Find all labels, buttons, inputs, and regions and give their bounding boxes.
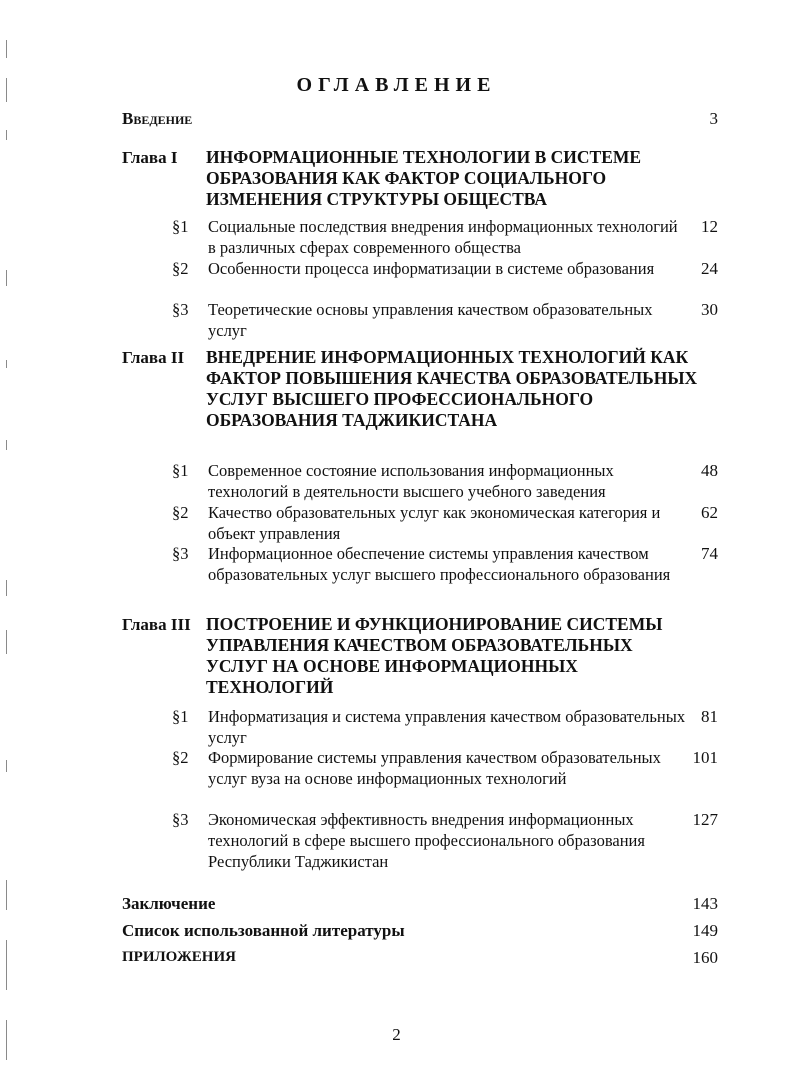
section-number: §3 xyxy=(172,544,189,563)
references-page: 149 xyxy=(692,921,718,940)
scan-artifact xyxy=(6,940,7,990)
section-number: §2 xyxy=(172,748,189,767)
section-page: 101 xyxy=(692,748,718,767)
section-page: 48 xyxy=(701,461,718,480)
section-title: Качество образовательных услуг как экономическая категория и объект управления xyxy=(208,503,661,543)
section-number: §2 xyxy=(172,259,189,278)
chapter-label: Глава III xyxy=(122,615,191,634)
section-number: §2 xyxy=(172,503,189,522)
toc-title: ОГЛАВЛЕНИЕ xyxy=(296,74,497,96)
section-page: 74 xyxy=(701,544,718,563)
scan-artifact xyxy=(6,130,7,140)
conclusion-label: Заключение xyxy=(122,894,216,913)
section-page: 127 xyxy=(692,810,718,829)
scan-artifact xyxy=(6,40,7,58)
section-number: §1 xyxy=(172,217,189,236)
section-page: 24 xyxy=(701,259,718,278)
section-number: §3 xyxy=(172,810,189,829)
section-title: Экономическая эффективность внедрения информационных технологий в сфере высшего профессионального образования Республики Таджикистан xyxy=(208,810,645,871)
scan-artifact xyxy=(6,360,7,368)
section-page: 62 xyxy=(701,503,718,522)
chapter-title: ВНЕДРЕНИЕ ИНФОРМАЦИОННЫХ ТЕХНОЛОГИЙ КАК ФАКТОР ПОВЫШЕНИЯ КАЧЕСТВА ОБРАЗОВАТЕЛЬНЫХ УСЛУГ ВЫСШЕГО ПРОФЕССИОНАЛЬНОГО ОБРАЗОВАНИЯ ТАДЖИКИСТАНА xyxy=(206,347,698,430)
chapter-label: Глава II xyxy=(122,348,185,367)
appendices-page: 160 xyxy=(692,948,718,967)
scan-artifact xyxy=(6,270,7,286)
section-number: §1 xyxy=(172,461,189,480)
section-page: 81 xyxy=(701,707,718,726)
chapter-title: ПОСТРОЕНИЕ И ФУНКЦИОНИРОВАНИЕ СИСТЕМЫ УПРАВЛЕНИЯ КАЧЕСТВОМ ОБРАЗОВАТЕЛЬНЫХ УСЛУГ НА ОСНОВЕ ИНФОРМАЦИОННЫХ ТЕХНОЛОГИЙ xyxy=(206,614,663,697)
scan-artifact xyxy=(6,580,7,596)
section-title: Современное состояние использования информационных технологий в деятельности высшего учебного заведения xyxy=(208,461,614,501)
references-label: Список использованной литературы xyxy=(122,921,405,940)
section-title: Социальные последствия внедрения информационных технологий в различных сферах современного общества xyxy=(208,217,678,257)
chapter-title: ИНФОРМАЦИОННЫЕ ТЕХНОЛОГИИ В СИСТЕМЕ ОБРАЗОВАНИЯ КАК ФАКТОР СОЦИАЛЬНОГО ИЗМЕНЕНИЯ СТРУКТУРЫ ОБЩЕСТВА xyxy=(206,147,642,209)
section-page: 12 xyxy=(701,217,718,236)
appendices-label: ПРИЛОЖЕНИЯ xyxy=(122,949,236,965)
section-title: Теоретические основы управления качеством образовательных услуг xyxy=(208,300,653,340)
section-title: Особенности процесса информатизации в системе образования xyxy=(208,259,655,278)
section-page: 30 xyxy=(701,300,718,319)
scan-artifact xyxy=(6,630,7,654)
intro-page: 3 xyxy=(709,109,718,128)
section-number: §3 xyxy=(172,300,189,319)
conclusion-page: 143 xyxy=(692,894,718,913)
section-title: Информационное обеспечение системы управления качеством образовательных услуг высшего профессионального образования xyxy=(208,544,671,584)
scan-artifact xyxy=(6,760,7,772)
scan-artifact xyxy=(6,440,7,450)
page-number: 2 xyxy=(392,1025,401,1044)
section-title: Формирование системы управления качеством образовательных услуг вуза на основе информационных технологий xyxy=(208,748,661,788)
section-number: §1 xyxy=(172,707,189,726)
scan-artifact xyxy=(6,880,7,910)
section-title: Информатизация и система управления качеством образовательных услуг xyxy=(208,707,686,747)
intro-label: Введение xyxy=(122,109,193,128)
chapter-label: Глава I xyxy=(122,148,178,167)
